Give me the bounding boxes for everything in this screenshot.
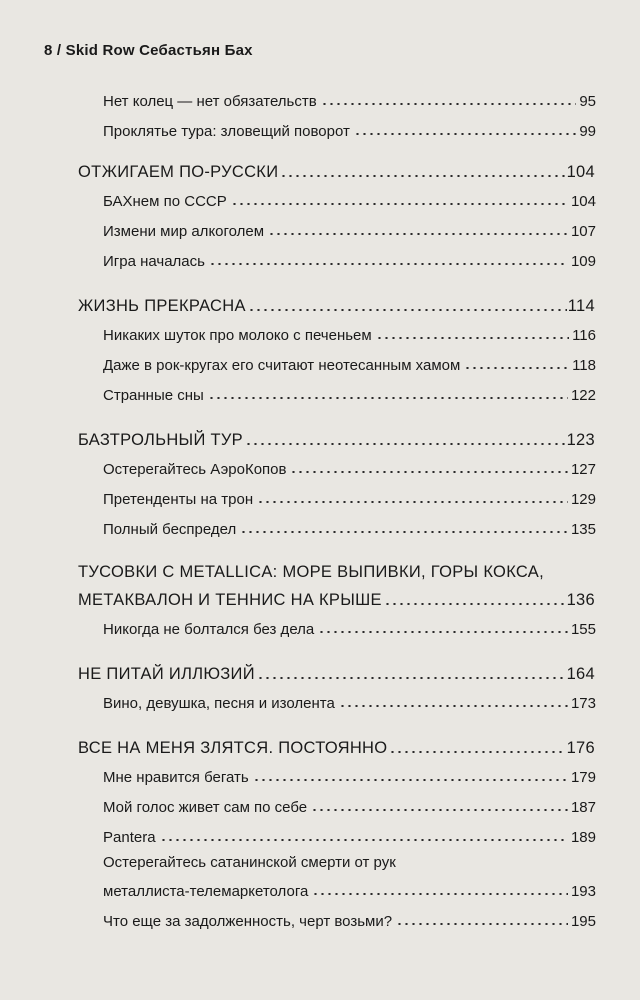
toc-chapter-title: ВСЕ НА МЕНЯ ЗЛЯТСЯ. ПОСТОЯННО (78, 739, 388, 757)
leader-dots (396, 923, 568, 925)
toc-entry-page: 109 (570, 253, 596, 270)
leader-dots (253, 779, 568, 781)
toc-entry (103, 320, 596, 344)
toc-chapter-page: 176 (566, 739, 595, 757)
toc-entry (103, 822, 596, 846)
toc-entry-page: 187 (570, 799, 596, 816)
toc-entry (103, 614, 596, 638)
toc-entry (103, 454, 596, 478)
toc-entry (103, 688, 596, 712)
toc-chapter-page: 164 (566, 665, 595, 683)
leader-dots (376, 337, 569, 339)
leader-dots (257, 677, 566, 679)
toc-entry-page: 129 (570, 491, 596, 508)
leader-dots (209, 263, 568, 265)
toc-chapter-page: 104 (566, 163, 595, 181)
leader-dots (290, 471, 567, 473)
toc-chapter-title-line2: МЕТАКВАЛОН И ТЕННИС НА КРЫШЕ (78, 591, 382, 609)
toc-entry (103, 86, 596, 110)
toc-entry-page: 104 (570, 193, 596, 210)
leader-dots (231, 203, 568, 205)
toc-entry-title: Pantera (103, 829, 156, 846)
leader-dots (384, 603, 566, 605)
toc-chapter-title: ЖИЗНЬ ПРЕКРАСНА (78, 297, 246, 315)
toc-entry-title: Что еще за задолженность, черт возьми? (103, 913, 393, 930)
leader-dots (248, 309, 567, 311)
toc-entry (103, 514, 596, 538)
leader-dots (160, 839, 568, 841)
toc-chapter (78, 734, 595, 758)
leader-dots (245, 443, 566, 445)
toc-entry-title: Полный беспредел (103, 521, 237, 538)
toc-entry-title: Проклятье тура: зловещий поворот (103, 123, 350, 140)
toc-entry (103, 186, 596, 210)
leader-dots (312, 893, 568, 895)
toc-entry-page: 99 (579, 123, 596, 140)
leader-dots (339, 705, 568, 707)
toc-entry-title: Даже в рок-кругах его считают неотесанным хамом (103, 357, 461, 374)
toc-entry (103, 350, 596, 374)
leader-dots (389, 751, 565, 753)
leader-dots (280, 175, 565, 177)
leader-dots (257, 501, 568, 503)
toc-chapter-title: НЕ ПИТАЙ ИЛЛЮЗИЙ (78, 665, 255, 683)
toc-entry-page: 118 (572, 357, 596, 374)
toc-entry-title: Остерегайтесь АэроКопов (103, 461, 287, 478)
toc-entry-title: Измени мир алкоголем (103, 223, 265, 240)
toc-chapter-page: 123 (566, 431, 595, 449)
leader-dots (208, 397, 568, 399)
toc-entry (103, 116, 596, 140)
toc-chapter (78, 660, 595, 684)
toc-chapter-title: ОТЖИГАЕМ ПО-РУССКИ (78, 163, 279, 181)
toc-entry-page: 155 (570, 621, 596, 638)
leader-dots (354, 133, 576, 135)
toc-chapter (78, 292, 595, 316)
toc-entry-page: 189 (570, 829, 596, 846)
toc-entry-page: 195 (570, 913, 596, 930)
toc-entry-title: Игра началась (103, 253, 205, 270)
toc-entry-page: 116 (572, 327, 596, 344)
toc-entry-page: 122 (570, 387, 596, 404)
toc-chapter (78, 586, 595, 610)
toc-entry (103, 246, 596, 270)
toc-entry-title: Мой голос живет сам по себе (103, 799, 308, 816)
toc-chapter (78, 426, 595, 450)
leader-dots (268, 233, 568, 235)
toc-entry-page: 135 (570, 521, 596, 538)
toc-entry-title: БАХнем по СССР (103, 193, 227, 210)
toc-chapter-title: БАЗТРОЛЬНЫЙ ТУР (78, 431, 243, 449)
toc-entry-page: 107 (570, 223, 596, 240)
toc-entry (103, 762, 596, 786)
toc-chapter-page: 114 (567, 297, 595, 315)
toc-entry (103, 792, 596, 816)
toc-entry-title: Никогда не болтался без дела (103, 621, 315, 638)
toc-entry (103, 906, 596, 930)
toc-entry-title: Нет колец — нет обязательств (103, 93, 317, 110)
toc-entry-title: Претенденты на трон (103, 491, 254, 508)
toc-entry-title-line2: металлиста-телемаркетолога (103, 883, 309, 900)
toc-entry-page: 179 (570, 769, 596, 786)
toc-entry-page: 127 (570, 461, 596, 478)
running-header: 8 / Skid Row Себастьян Бах (44, 42, 253, 59)
leader-dots (240, 531, 568, 533)
toc-entry-title: Мне нравится бегать (103, 769, 249, 786)
toc-chapter (78, 158, 595, 182)
toc-entry-page: 95 (579, 93, 596, 110)
toc-chapter-title-line1: ТУСОВКИ С METALLICA: МОРЕ ВЫПИВКИ, ГОРЫ КОКСА, (78, 563, 544, 581)
toc-entry-page: 173 (570, 695, 596, 712)
toc-entry (103, 876, 596, 900)
toc-entry-page: 193 (570, 883, 596, 900)
leader-dots (464, 367, 569, 369)
toc-entry-title-line1: Остерегайтесь сатанинской смерти от рук (103, 854, 396, 871)
toc-entry (103, 380, 596, 404)
leader-dots (321, 103, 577, 105)
toc-entry (103, 484, 596, 508)
leader-dots (311, 809, 568, 811)
leader-dots (318, 631, 568, 633)
toc-entry-title: Странные сны (103, 387, 204, 404)
toc-entry-title: Никаких шуток про молоко с печеньем (103, 327, 372, 344)
toc-entry (103, 216, 596, 240)
toc-chapter-page: 136 (566, 591, 595, 609)
toc-entry-title: Вино, девушка, песня и изолента (103, 695, 335, 712)
